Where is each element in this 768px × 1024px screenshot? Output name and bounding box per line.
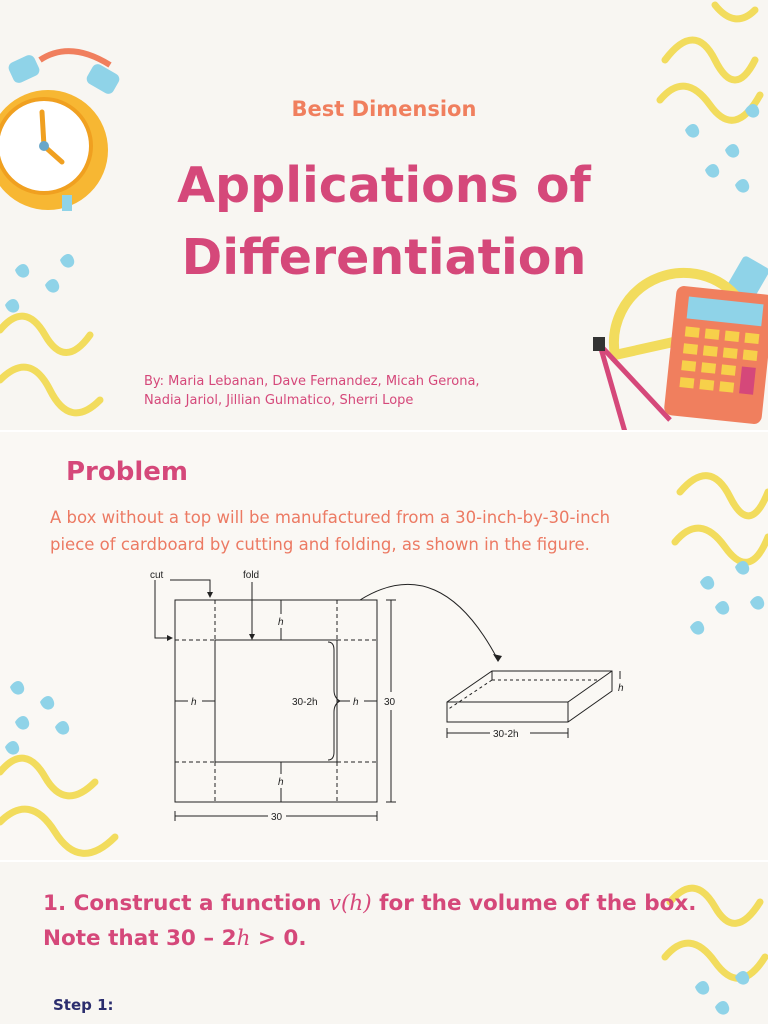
question-end: > 0. — [250, 926, 307, 951]
inner-square — [215, 640, 337, 762]
step-label: Step 1: — [53, 996, 114, 1014]
side-dim-label: 30 — [384, 697, 396, 708]
h-label: h — [191, 697, 197, 708]
question-text — [43, 886, 723, 956]
problem-slide — [0, 432, 768, 862]
question-slide — [0, 862, 768, 1024]
box-height-label: h — [618, 683, 624, 694]
page-title — [0, 150, 768, 294]
h-label: h — [278, 617, 284, 628]
authors-line: By: Maria Lebanan, Dave Fernandez, Micah Gerona, — [144, 374, 480, 389]
h-label: h — [353, 697, 359, 708]
authors — [144, 372, 564, 410]
squiggle-decoration — [0, 672, 120, 862]
variable-h: h — [236, 926, 251, 951]
problem-heading: Problem — [66, 457, 188, 487]
function-name: v(h) — [328, 891, 372, 916]
question-prefix: 1. Construct a function — [43, 891, 329, 916]
subtitle: Best Dimension — [291, 97, 477, 121]
inner-dim-label: 30-2h — [292, 697, 318, 708]
question-mid: for the volume of the box. Note that 30 – 2 — [43, 891, 697, 951]
title-line: Applications of — [177, 157, 591, 214]
problem-text-line: piece of cardboard by cutting and folding, as shown in the figure. — [50, 535, 590, 554]
cut-label: cut — [150, 570, 164, 581]
title-slide — [0, 0, 768, 432]
problem-text — [50, 504, 690, 558]
bottom-dim-label: 30 — [271, 812, 283, 823]
title-line: Differentiation — [181, 229, 587, 286]
problem-text-line: A box without a top will be manufactured from a 30-inch-by-30-inch — [50, 508, 611, 527]
authors-line: Nadia Jariol, Jillian Gulmatico, Sherri Lope — [144, 393, 414, 408]
fold-label: fold — [243, 570, 260, 581]
box-base-label: 30-2h — [493, 729, 519, 740]
h-label: h — [278, 777, 284, 788]
box-figure — [140, 570, 624, 830]
